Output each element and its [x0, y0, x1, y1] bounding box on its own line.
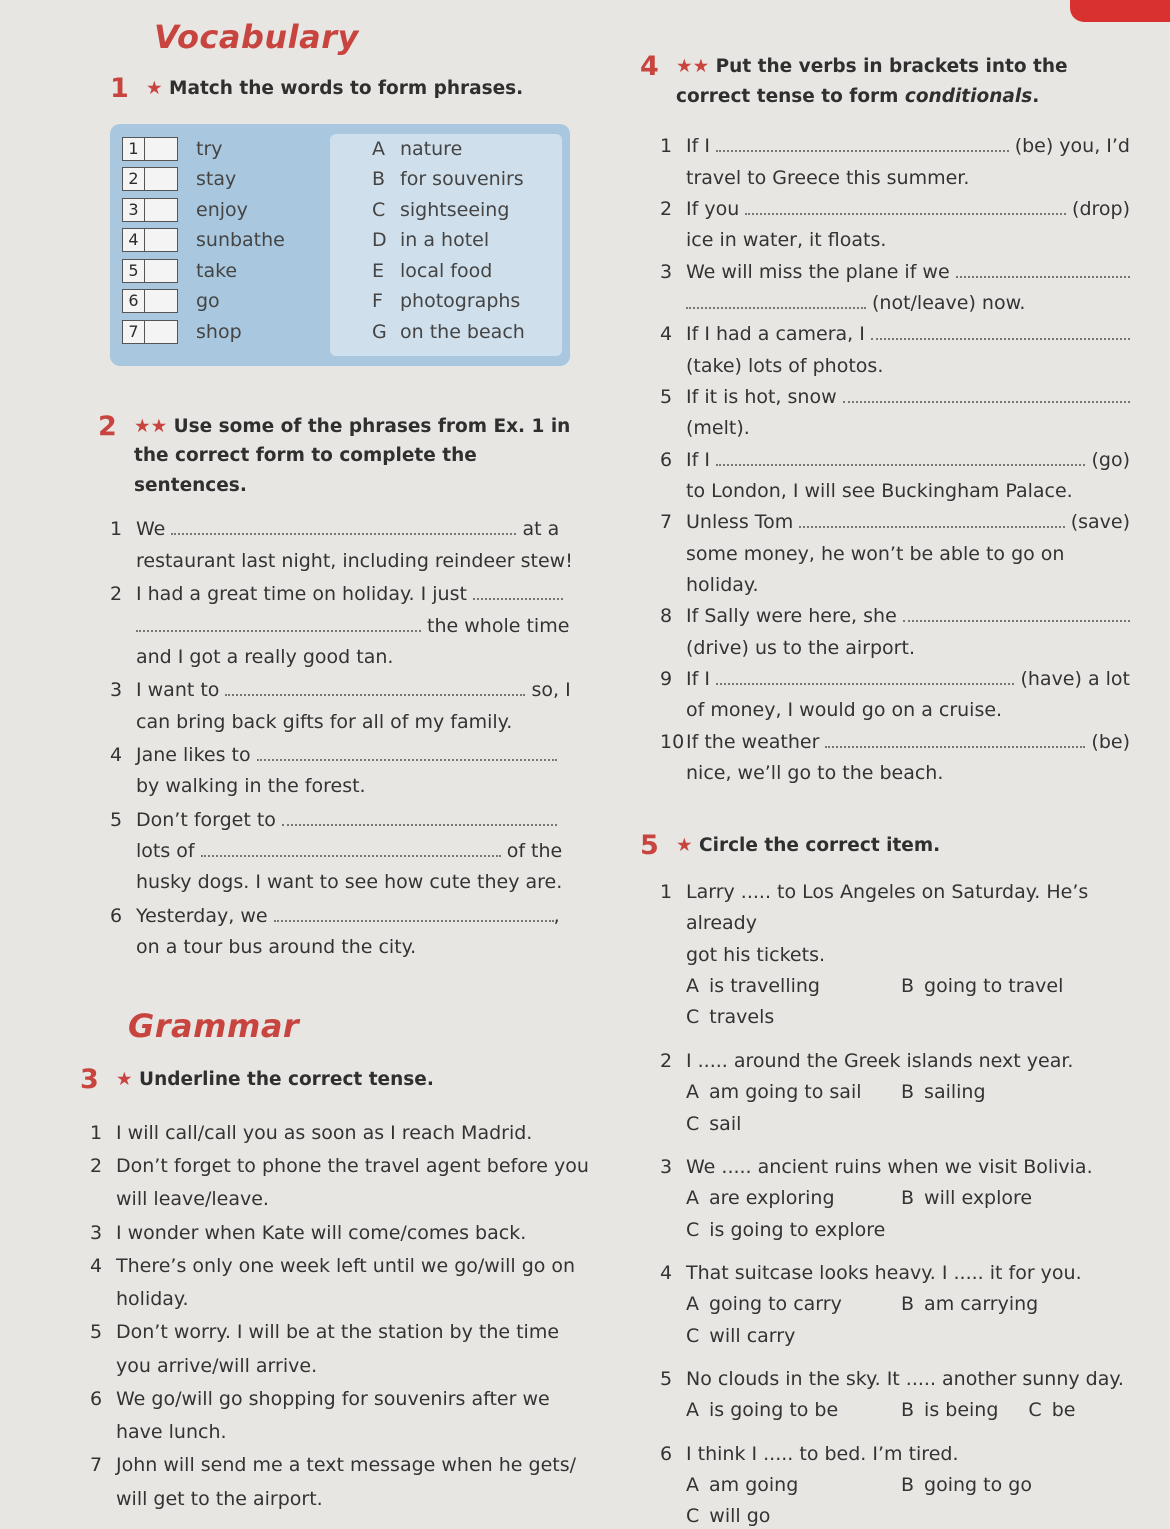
item-text: (not/leave) now. [872, 291, 1026, 314]
option-text: am going to sail [709, 1081, 862, 1104]
answer-option[interactable] [686, 1002, 871, 1033]
sentence-item [110, 675, 590, 738]
item-text: Unless Tom [686, 511, 794, 534]
item-text: holiday. [116, 1288, 189, 1311]
answer-option[interactable] [686, 1183, 871, 1214]
item-text: . [262, 1188, 269, 1211]
match-phrase: photographs [400, 290, 521, 313]
match-word: enjoy [196, 198, 248, 221]
item-number: 6 [110, 904, 123, 927]
option-text: going to carry [709, 1293, 842, 1316]
sentence-item [660, 382, 1130, 445]
item-number: 4 [110, 743, 123, 766]
sentence-item [110, 740, 590, 803]
answer-option[interactable] [901, 1395, 998, 1426]
answer-box[interactable] [122, 289, 178, 313]
answer-blank[interactable] [716, 138, 1009, 152]
item-text: to the airport. [184, 1487, 323, 1510]
item-text: nice, we’ll go to the beach. [686, 762, 944, 785]
sentence-item [90, 1449, 600, 1516]
item-text: We [116, 1387, 152, 1410]
option-text: going to go [924, 1473, 1032, 1496]
exercise-1-instruction: ★ Match the words to form phrases. [146, 78, 524, 99]
sentence-item [110, 579, 590, 673]
item-text: shopping for souvenirs after we [242, 1387, 550, 1410]
answer-option[interactable] [686, 1470, 871, 1501]
match-word: go [196, 290, 220, 313]
question-text: Larry ..... to Los Angeles on Saturday. He’s already [686, 881, 1089, 935]
item-text: Don’t forget to [136, 808, 276, 831]
option-text: will carry [709, 1324, 796, 1347]
match-number: 7 [123, 321, 145, 343]
match-number: 1 [123, 138, 145, 160]
exercise-4-header [640, 52, 1150, 111]
item-number: 1 [90, 1121, 103, 1144]
tense-choice[interactable]: will call/call [127, 1121, 237, 1144]
item-text: by walking in the forest. [136, 775, 366, 798]
match-word: sunbathe [196, 229, 285, 252]
item-text: . [311, 1354, 318, 1377]
match-word: try [196, 137, 223, 160]
item-text: , [553, 904, 560, 927]
item-number: 6 [90, 1387, 103, 1410]
option-letter: C [686, 1324, 700, 1347]
item-number: 1 [660, 881, 673, 904]
item-text: Jane likes to [136, 743, 251, 766]
match-letter: C [372, 198, 386, 221]
answer-blank[interactable] [225, 682, 525, 696]
option-letter: C [686, 1505, 700, 1528]
option-text: will explore [924, 1187, 1033, 1210]
option-row [686, 1321, 1150, 1352]
answer-option[interactable] [686, 1501, 871, 1529]
item-text: There’s only one week left until we [116, 1254, 455, 1277]
answer-option[interactable] [901, 971, 1063, 1002]
option-letter: A [686, 1187, 699, 1210]
answer-blank[interactable] [843, 389, 1130, 403]
answer-blank[interactable] [274, 908, 554, 922]
option-letter: B [901, 1187, 915, 1210]
item-number: 4 [660, 1261, 673, 1284]
item-text: husky dogs. I want to see how cute they are. [136, 871, 563, 894]
sentence-item [660, 601, 1130, 664]
sentence-item [660, 727, 1130, 790]
item-number: 2 [660, 197, 673, 220]
match-letter: F [372, 290, 383, 313]
option-text: will go [709, 1505, 771, 1528]
question-text: We ..... ancient ruins when we visit Bolivia. [686, 1155, 1093, 1178]
question-item [660, 877, 1150, 1034]
answer-blank[interactable] [716, 671, 1015, 685]
item-text: you [116, 1354, 157, 1377]
option-text: going to travel [924, 975, 1064, 998]
sentence-item [90, 1250, 600, 1317]
item-text: Don’t worry. I will be at the station by the time [116, 1321, 560, 1344]
match-row [122, 317, 558, 348]
option-row [686, 1289, 1150, 1320]
item-text: Yesterday, we [136, 904, 268, 927]
item-text: I [116, 1121, 128, 1144]
answer-option[interactable] [901, 1183, 1032, 1214]
option-row [686, 1002, 1150, 1033]
answer-box[interactable] [122, 320, 178, 344]
exercise-2-number: 2 [98, 410, 117, 442]
item-text: have lunch. [116, 1421, 227, 1444]
option-row [686, 1183, 1150, 1214]
star-icon: ★ [676, 835, 693, 857]
item-text: back. [469, 1221, 527, 1244]
item-number: 9 [660, 668, 673, 691]
tense-choice[interactable]: will leave/leave [116, 1188, 263, 1211]
sentence-item [660, 507, 1130, 601]
option-text: be [1051, 1399, 1076, 1422]
answer-option[interactable] [901, 1470, 1032, 1501]
option-letter: C [686, 1112, 700, 1135]
item-text: (go) [1091, 448, 1130, 471]
answer-blank[interactable] [903, 608, 1130, 622]
option-letter: B [901, 1473, 915, 1496]
option-letter: A [686, 975, 699, 998]
answer-blank[interactable] [745, 201, 1066, 215]
answer-blank[interactable] [201, 843, 501, 857]
sentence-item [90, 1217, 600, 1250]
item-text: and I got a really good tan. [136, 645, 394, 668]
exercise-4-instruction: ★★ Put the verbs in brackets into the correct tense to form conditionals. [676, 56, 1068, 107]
match-letter: G [372, 320, 387, 343]
answer-blank[interactable] [282, 812, 557, 826]
answer-box[interactable] [122, 259, 178, 283]
item-text: to London, I will see Buckingham Palace. [686, 479, 1073, 502]
question-item [660, 1439, 1150, 1529]
answer-option[interactable] [686, 971, 871, 1002]
item-number: 2 [90, 1155, 103, 1178]
item-number: 3 [90, 1221, 103, 1244]
option-text: is going to be [709, 1399, 839, 1422]
match-phrase: nature [400, 137, 463, 160]
item-text: If I [686, 135, 710, 158]
answer-option[interactable] [686, 1077, 871, 1108]
item-text: on a tour bus around the city. [136, 935, 417, 958]
answer-option[interactable] [686, 1321, 871, 1352]
exercise-3-number: 3 [80, 1064, 99, 1096]
option-letter: A [686, 1399, 699, 1422]
answer-option[interactable] [686, 1395, 871, 1426]
sentence-item [90, 1316, 600, 1383]
item-text: at a [522, 518, 560, 541]
item-number: 2 [660, 1049, 673, 1072]
match-letter: A [372, 137, 385, 160]
item-text: (drive) us to the airport. [686, 636, 915, 659]
option-text: am carrying [924, 1293, 1039, 1316]
match-letter: B [372, 168, 386, 191]
option-row [686, 1501, 1150, 1529]
sentence-item [110, 805, 590, 899]
item-number: 3 [660, 260, 673, 283]
item-number: 5 [110, 808, 123, 831]
exercise-1-number: 1 [110, 73, 129, 104]
item-number: 3 [110, 679, 123, 702]
match-phrase: for souvenirs [400, 168, 524, 191]
item-number: 7 [660, 511, 673, 534]
option-letter: C [686, 1006, 700, 1029]
item-number: 1 [110, 518, 123, 541]
option-letter: B [901, 975, 915, 998]
option-text: sail [709, 1112, 742, 1135]
item-text: I wonder when Kate [116, 1221, 311, 1244]
match-row [122, 286, 558, 317]
match-number: 5 [123, 260, 145, 282]
item-text: (have) a lot [1020, 668, 1130, 691]
match-phrase: local food [400, 259, 493, 282]
match-number: 3 [123, 199, 145, 221]
question-text: I think I ..... to bed. I’m tired. [686, 1442, 959, 1465]
exercise-5-items [660, 877, 1150, 1529]
match-row [122, 225, 558, 256]
match-phrase: sightseeing [400, 198, 510, 221]
page-corner-tab [1070, 0, 1170, 22]
match-row [122, 164, 558, 195]
item-text: If Sally were here, she [686, 605, 897, 628]
item-text: lots of [136, 839, 195, 862]
item-number: 5 [660, 385, 673, 408]
item-text: (drop) [1072, 197, 1130, 220]
exercise-3-items [90, 1117, 600, 1516]
item-number: 3 [660, 1155, 673, 1178]
answer-option[interactable] [901, 1077, 986, 1108]
answer-blank[interactable] [825, 734, 1085, 748]
item-number: 7 [90, 1454, 103, 1477]
match-letter: D [372, 229, 387, 252]
answer-blank[interactable] [257, 747, 557, 761]
item-text: (save) [1070, 511, 1130, 534]
answer-blank[interactable] [686, 295, 866, 309]
tense-choice[interactable]: go/will go [151, 1387, 243, 1410]
sentence-item [660, 131, 1130, 194]
answer-box[interactable] [122, 137, 178, 161]
item-text: ice in water, it floats. [686, 229, 887, 252]
option-text: travels [709, 1006, 775, 1029]
match-row [122, 134, 558, 165]
exercise-3-instruction: ★ Underline the correct tense. [116, 1069, 434, 1091]
answer-blank[interactable] [799, 514, 1064, 528]
option-letter: A [686, 1473, 699, 1496]
exercise-4-items [660, 131, 1130, 789]
option-text: sailing [924, 1081, 986, 1104]
item-text: you as soon as I reach Madrid. [236, 1121, 533, 1144]
item-text: the whole time [427, 614, 570, 637]
vocabulary-title: Vocabulary [154, 18, 359, 56]
star-icon: ★ [146, 78, 163, 99]
item-text: If the weather [686, 730, 820, 753]
item-text: (be) [1091, 730, 1130, 753]
question-item [660, 1364, 1150, 1427]
grammar-title: Grammar [128, 1007, 300, 1046]
item-number: 10 [660, 730, 685, 753]
answer-box[interactable] [122, 198, 178, 222]
answer-blank[interactable] [956, 264, 1130, 278]
answer-box[interactable] [122, 167, 178, 191]
question-item [660, 1046, 1150, 1140]
sentence-item [660, 664, 1130, 727]
option-letter: A [686, 1081, 699, 1104]
sentence-item [660, 257, 1130, 320]
sentence-item [90, 1383, 600, 1450]
option-letter: C [686, 1218, 700, 1241]
match-word: shop [196, 320, 242, 343]
answer-blank[interactable] [171, 521, 516, 535]
item-text: Don’t forget to phone the travel agent before you [116, 1155, 589, 1178]
answer-option[interactable] [686, 1215, 885, 1246]
option-letter: C [1028, 1399, 1042, 1422]
exercise-5-instruction: ★ Circle the correct item. [676, 835, 941, 857]
item-text: John will send me a text message when he [116, 1454, 529, 1477]
match-word: stay [196, 168, 237, 191]
exercise-5-number: 5 [640, 830, 659, 862]
item-text: I had a great time on holiday. I just [136, 583, 467, 606]
question-item [660, 1258, 1150, 1352]
tense-choice[interactable]: arrive/will arrive [156, 1354, 312, 1377]
option-letter: B [901, 1399, 915, 1422]
answer-option[interactable] [686, 1109, 871, 1140]
left-column [80, 18, 600, 1516]
match-row [122, 195, 558, 226]
match-phrase: in a hotel [400, 229, 490, 252]
answer-option[interactable] [901, 1289, 1038, 1320]
item-text: travel to Greece this summer. [686, 166, 970, 189]
option-letter: B [901, 1081, 915, 1104]
item-text: If it is hot, snow [686, 385, 837, 408]
option-letter: A [686, 1293, 699, 1316]
option-row [686, 1109, 1150, 1140]
item-text: so, I [531, 679, 571, 702]
question-item [660, 1152, 1150, 1246]
option-letter: B [901, 1293, 915, 1316]
match-number: 2 [123, 168, 145, 190]
question-text: I ..... around the Greek islands next year. [686, 1049, 1074, 1072]
answer-option[interactable] [1028, 1395, 1075, 1426]
item-number: 8 [660, 605, 673, 628]
match-row [122, 256, 558, 287]
item-number: 6 [660, 1442, 673, 1465]
star-icon: ★ [116, 1069, 133, 1091]
item-text: If I [686, 448, 710, 471]
item-text: (be) you, I’d [1014, 135, 1130, 158]
tense-choice[interactable]: go/will go [454, 1254, 546, 1277]
option-row [686, 1215, 1150, 1246]
star-icon: ★★ [134, 415, 168, 437]
sentence-item [660, 194, 1130, 257]
tense-choice[interactable]: will come/comes [310, 1221, 470, 1244]
answer-blank[interactable] [473, 586, 563, 600]
item-text: restaurant last night, including reindeer stew! [136, 549, 573, 572]
exercise-2-items [110, 514, 590, 963]
item-number: 2 [110, 583, 123, 606]
exercise-1-header [110, 74, 600, 104]
item-text: of money, I would go on a cruise. [686, 699, 1003, 722]
item-number: 5 [660, 1367, 673, 1390]
tense-choice[interactable]: will get [116, 1487, 185, 1510]
option-row [686, 1470, 1150, 1501]
exercise-2-instruction: ★★ Use some of the phrases from Ex. 1 in the correct form to complete the sentences. [134, 415, 571, 496]
question-text: That suitcase looks heavy. I ..... it for you. [686, 1261, 1082, 1284]
item-text: We [136, 518, 166, 541]
sentence-item [90, 1117, 600, 1150]
exercise-3-header [80, 1065, 600, 1095]
item-text: of the [506, 839, 563, 862]
option-row [686, 1077, 1150, 1108]
item-text: If you [686, 197, 740, 220]
answer-blank[interactable] [871, 326, 1130, 340]
item-number: 4 [90, 1254, 103, 1277]
exercise-5-header [640, 831, 1150, 861]
option-text: are exploring [709, 1187, 835, 1210]
option-row [686, 1395, 1150, 1426]
sentence-item [110, 901, 590, 964]
option-text: is being [924, 1399, 999, 1422]
item-text: (take) lots of photos. [686, 354, 884, 377]
item-number: 1 [660, 135, 673, 158]
answer-blank[interactable] [716, 452, 1086, 466]
item-number: 5 [90, 1321, 103, 1344]
exercise-2-header [98, 412, 600, 501]
answer-option[interactable] [686, 1289, 871, 1320]
item-text: can bring back gifts for all of my family. [136, 710, 513, 733]
item-text: (melt). [686, 417, 750, 440]
right-column [640, 52, 1150, 1529]
match-number: 4 [123, 229, 145, 251]
option-text: is going to explore [709, 1218, 886, 1241]
question-text: got his tickets. [686, 943, 826, 966]
match-phrase: on the beach [400, 320, 525, 343]
item-text: If I had a camera, I [686, 323, 865, 346]
item-text: If I [686, 668, 710, 691]
tense-choice[interactable]: gets/ [528, 1454, 577, 1477]
item-text: some money, he won’t be able to go on holiday. [686, 542, 1065, 596]
item-number: 4 [660, 323, 673, 346]
answer-box[interactable] [122, 228, 178, 252]
item-number: 6 [660, 448, 673, 471]
answer-blank[interactable] [136, 618, 421, 632]
option-text: is travelling [709, 975, 820, 998]
star-icon: ★★ [676, 56, 710, 77]
question-text: No clouds in the sky. It ..... another sunny day. [686, 1367, 1124, 1390]
matching-box [110, 124, 570, 366]
item-text: We will miss the plane if we [686, 260, 950, 283]
exercise-4-number: 4 [640, 51, 659, 82]
sentence-item [660, 319, 1130, 382]
sentence-item [110, 514, 590, 577]
option-text: am going [709, 1473, 799, 1496]
match-letter: E [372, 259, 385, 282]
option-row [686, 971, 1150, 1002]
sentence-item [90, 1150, 600, 1217]
item-text: on [545, 1254, 576, 1277]
item-text: I want to [136, 679, 220, 702]
sentence-item [660, 445, 1130, 508]
match-word: take [196, 259, 238, 282]
match-number: 6 [123, 290, 145, 312]
